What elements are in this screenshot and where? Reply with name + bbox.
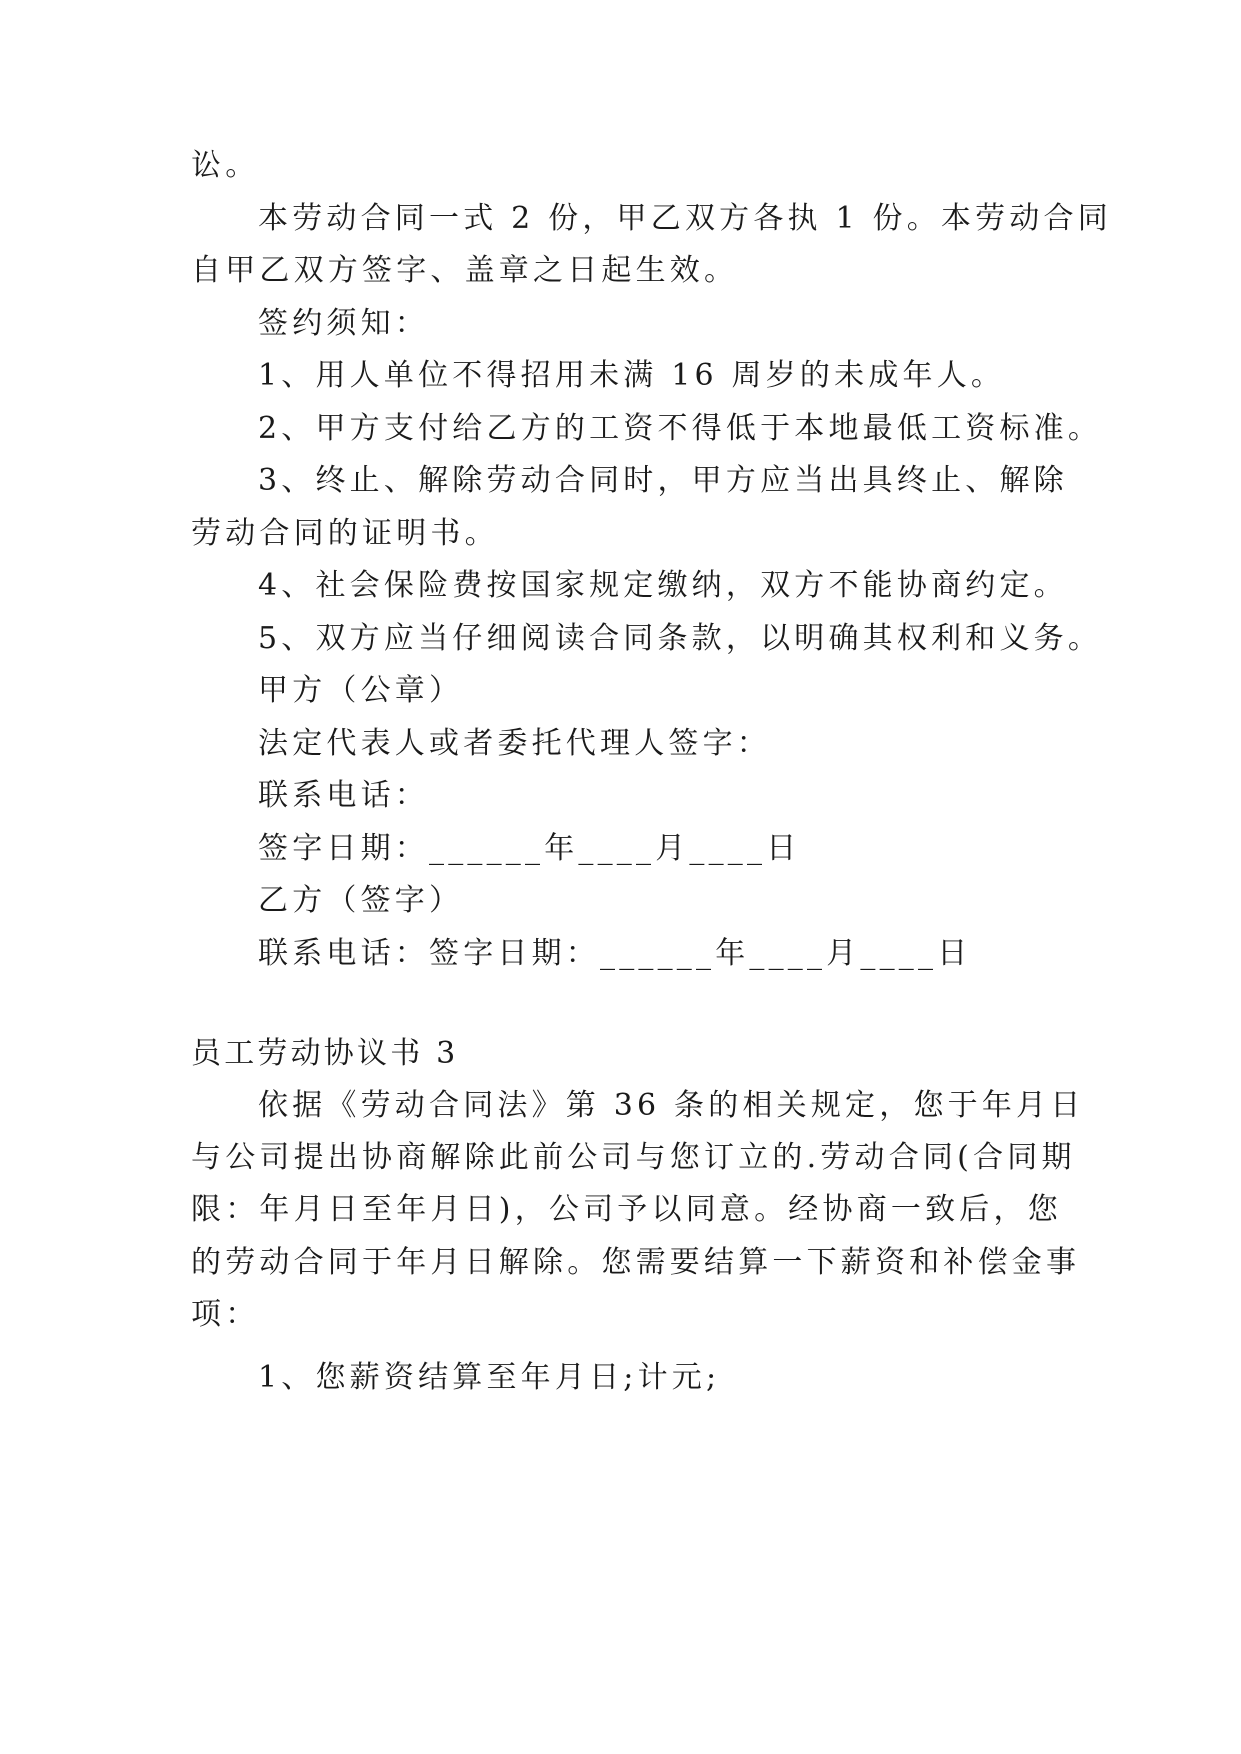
section-title: 员工劳动协议书 3 — [191, 1036, 459, 1071]
party-a-phone-label: 联系电话： — [258, 778, 429, 813]
party-b-label: 乙方（签字） — [258, 883, 464, 918]
agreement-body-line-4: 的劳动合同于年月日解除。您需要结算一下薪资和补偿金事 — [191, 1245, 1081, 1280]
party-a-label: 甲方（公章） — [258, 673, 464, 708]
agreement-body-line-3: 限：年月日至年月日)，公司予以同意。经协商一致后，您 — [191, 1192, 1062, 1227]
salary-settlement-item-1: 1、您薪资结算至年月日;计元; — [258, 1360, 721, 1395]
notice-item-2: 2、甲方支付给乙方的工资不得低于本地最低工资标准。 — [258, 411, 1103, 446]
copies-paragraph-line-1: 本劳动合同一式 2 份，甲乙双方各执 1 份。本劳动合同 — [258, 201, 1112, 236]
legal-representative-label: 法定代表人或者委托代理人签字： — [258, 726, 771, 761]
agreement-body-line-1: 依据《劳动合同法》第 36 条的相关规定，您于年月日 — [258, 1088, 1085, 1123]
party-a-sign-date: 签字日期：______年____月____日 — [258, 831, 801, 866]
continuation-text: 讼。 — [191, 148, 260, 183]
notice-title: 签约须知： — [258, 306, 429, 341]
notice-item-3: 3、终止、解除劳动合同时，甲方应当出具终止、解除 — [258, 463, 1068, 498]
copies-paragraph-line-2: 自甲乙双方签字、盖章之日起生效。 — [191, 253, 739, 288]
notice-item-4: 4、社会保险费按国家规定缴纳，双方不能协商约定。 — [258, 568, 1068, 603]
agreement-body-line-2: 与公司提出协商解除此前公司与您订立的.劳动合同(合同期 — [191, 1140, 1076, 1175]
agreement-body-line-5: 项： — [191, 1297, 260, 1332]
notice-item-1: 1、用人单位不得招用未满 16 周岁的未成年人。 — [258, 358, 1006, 393]
notice-item-5: 5、双方应当仔细阅读合同条款，以明确其权利和义务。 — [258, 621, 1103, 656]
party-b-phone-sign-date: 联系电话：签字日期：______年____月____日 — [258, 936, 972, 971]
notice-item-3-continuation: 劳动合同的证明书。 — [191, 516, 499, 551]
